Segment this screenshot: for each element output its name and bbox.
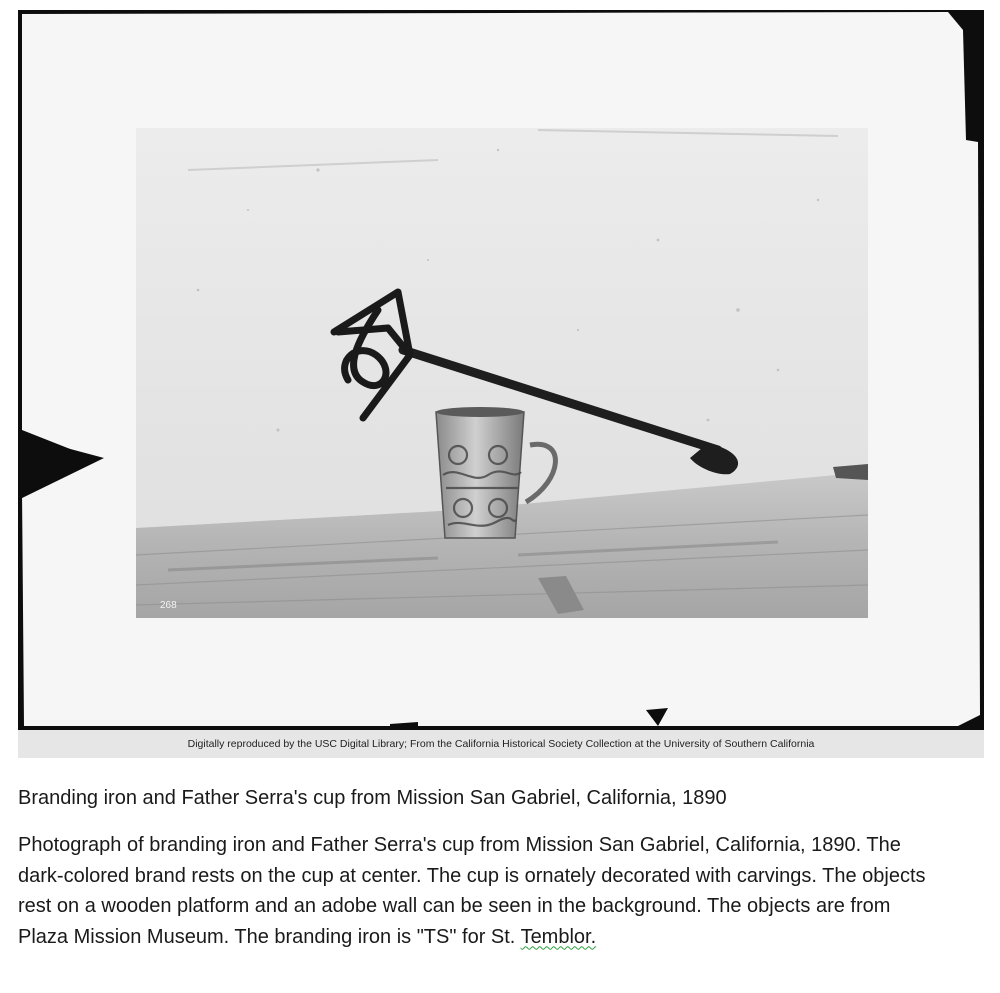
print-area xyxy=(136,128,868,618)
caption-description-text: Photograph of branding iron and Father Serra's cup from Mission San Gabriel, California, 1890. The dark-colored brand rests on the cup at center. The cup is ornately decorated with carvings. The objects rest on a wooden platform and an adobe wall can be seen in the background. The objects are from Plaza Mission Museum. The branding iron is "TS" for St. xyxy=(18,834,926,948)
credit-text: Digitally reproduced by the USC Digital Library; From the California Historical Society Collection at the University of Southern California xyxy=(187,738,815,750)
caption-description xyxy=(18,830,938,952)
credit-bar xyxy=(18,730,984,758)
spellcheck-flagged-word: Temblor. xyxy=(520,925,597,948)
historical-photograph xyxy=(18,10,984,730)
photograph-image xyxy=(18,10,984,730)
plate-number-label: 268 xyxy=(160,600,177,611)
caption-title: Branding iron and Father Serra's cup from Mission San Gabriel, California, 1890 xyxy=(18,787,727,809)
